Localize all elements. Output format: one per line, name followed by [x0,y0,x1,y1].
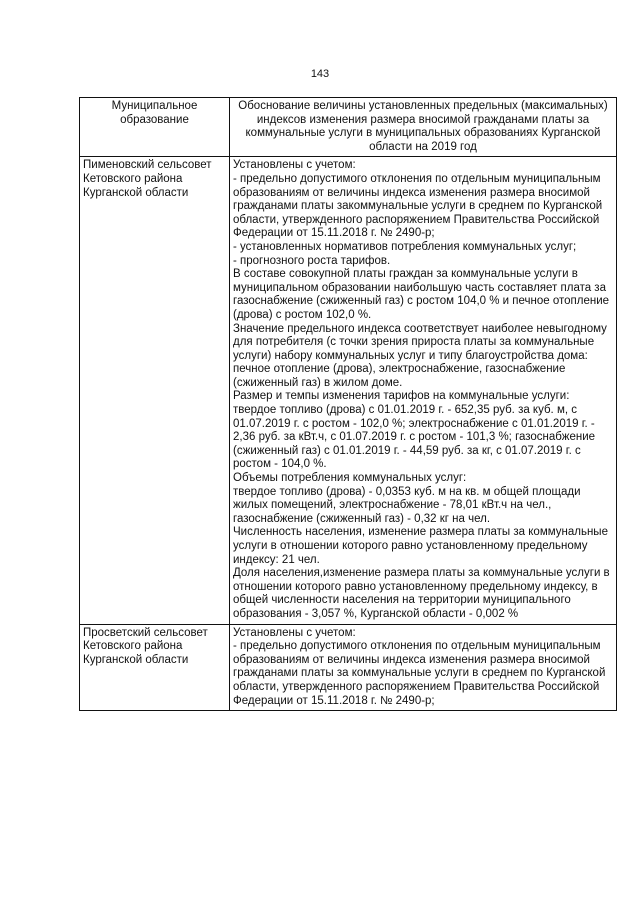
text-line: Значение предельного индекса соответствует наиболее невыгодному для потребителя (с точки зрения прироста платы за коммунальные услуги) набору коммунальных услуг и типу благоустройства дома: [233,322,607,362]
page-number: 143 [310,68,330,80]
text-line: печное отопление (дрова), электроснабжение, газоснабжение (сжиженный газ) в жилом доме. [233,363,566,389]
text-line: Установлены с учетом: [233,626,356,639]
justification-cell [230,624,617,711]
municipality-cell: Пименовский сельсовет Кетовского района Курганской области [80,157,230,624]
text-line: Установлены с учетом: [233,159,356,172]
table-header-row [80,98,617,157]
table-row [80,624,617,711]
text-line: - установленных нормативов потребления коммунальных услуг; [233,240,577,253]
text-line: В составе совокупной платы граждан за коммунальные услуги в муниципальном образовании наибольшую часть составляет плата за газоснабжение (сжиженный газ) с ростом 104,0 % и печное отопление (дрова) с ростом 102,0 %. [233,268,610,321]
text-line: - предельно допустимого отклонения по отдельным муниципальным образованиям от величины индекса изменения размера вносимой гражданами платы закоммунальные услуги в среднем по Курганской области, утвержденного распоряжением Правительства Российской Федерации от 15.11.2018 г. № 2490-р; [233,172,603,240]
header-justification: Обоснование величины установленных предельных (максимальных) индексов изменения размера вносимой гражданами платы за коммунальные услуги в муниципальных образованиях Курганской области на 2019 год [230,98,617,157]
text-line: Объемы потребления коммунальных услуг: [233,472,467,485]
table-row [80,157,617,624]
justification-table [79,97,617,711]
justification-cell [230,157,617,624]
text-line: Доля населения,изменение размера платы за коммунальные услуги в отношении которого равно установленному предельному индексу, в общей численности населения на территории муниципального образования - 3,057 %, Курганской области - 0,002 % [233,567,610,620]
text-line: - предельно допустимого отклонения по отдельным муниципальным образованиям от величины индекса изменения размера вносимой гражданами платы за коммунальные услуги в среднем по Курганской области, утвержденного распоряжением Правительства Российской Федерации от 15.11.2018 г. № 2490-р; [233,640,606,707]
text-line: Численность населения, изменение размера платы за коммунальные услуги в отношении которого равно установленному предельному индексу: 21 чел. [233,526,608,566]
text-line: - прогнозного роста тарифов. [233,254,391,267]
text-line: Размер и темпы изменения тарифов на коммунальные услуги: [233,390,570,403]
municipality-cell: Просветский сельсовет Кетовского района Курганской области [80,624,230,711]
text-line: твердое топливо (дрова) с 01.01.2019 г. - 652,35 руб. за куб. м, с 01.07.2019 г. с ростом - 102,0 %; электроснабжение с 01.01.2019 г. - 2,36 руб. за кВт.ч, с 01.07.2019 г. с ростом - 101,3 %; газоснабжение (сжиженный газ) с 01.01.2019 г. - 44,59 руб. за кг, с 01.07.2019 г. с ростом - 104,0 %. [233,404,596,471]
header-municipality: Муниципальное образование [80,98,230,157]
text-line: твердое топливо (дрова) - 0,0353 куб. м на кв. м общей площади жилых помещений, электроснабжение - 78,01 кВт.ч на чел., газоснабжение (сжиженный газ) - 0,32 кг на чел. [233,485,581,525]
